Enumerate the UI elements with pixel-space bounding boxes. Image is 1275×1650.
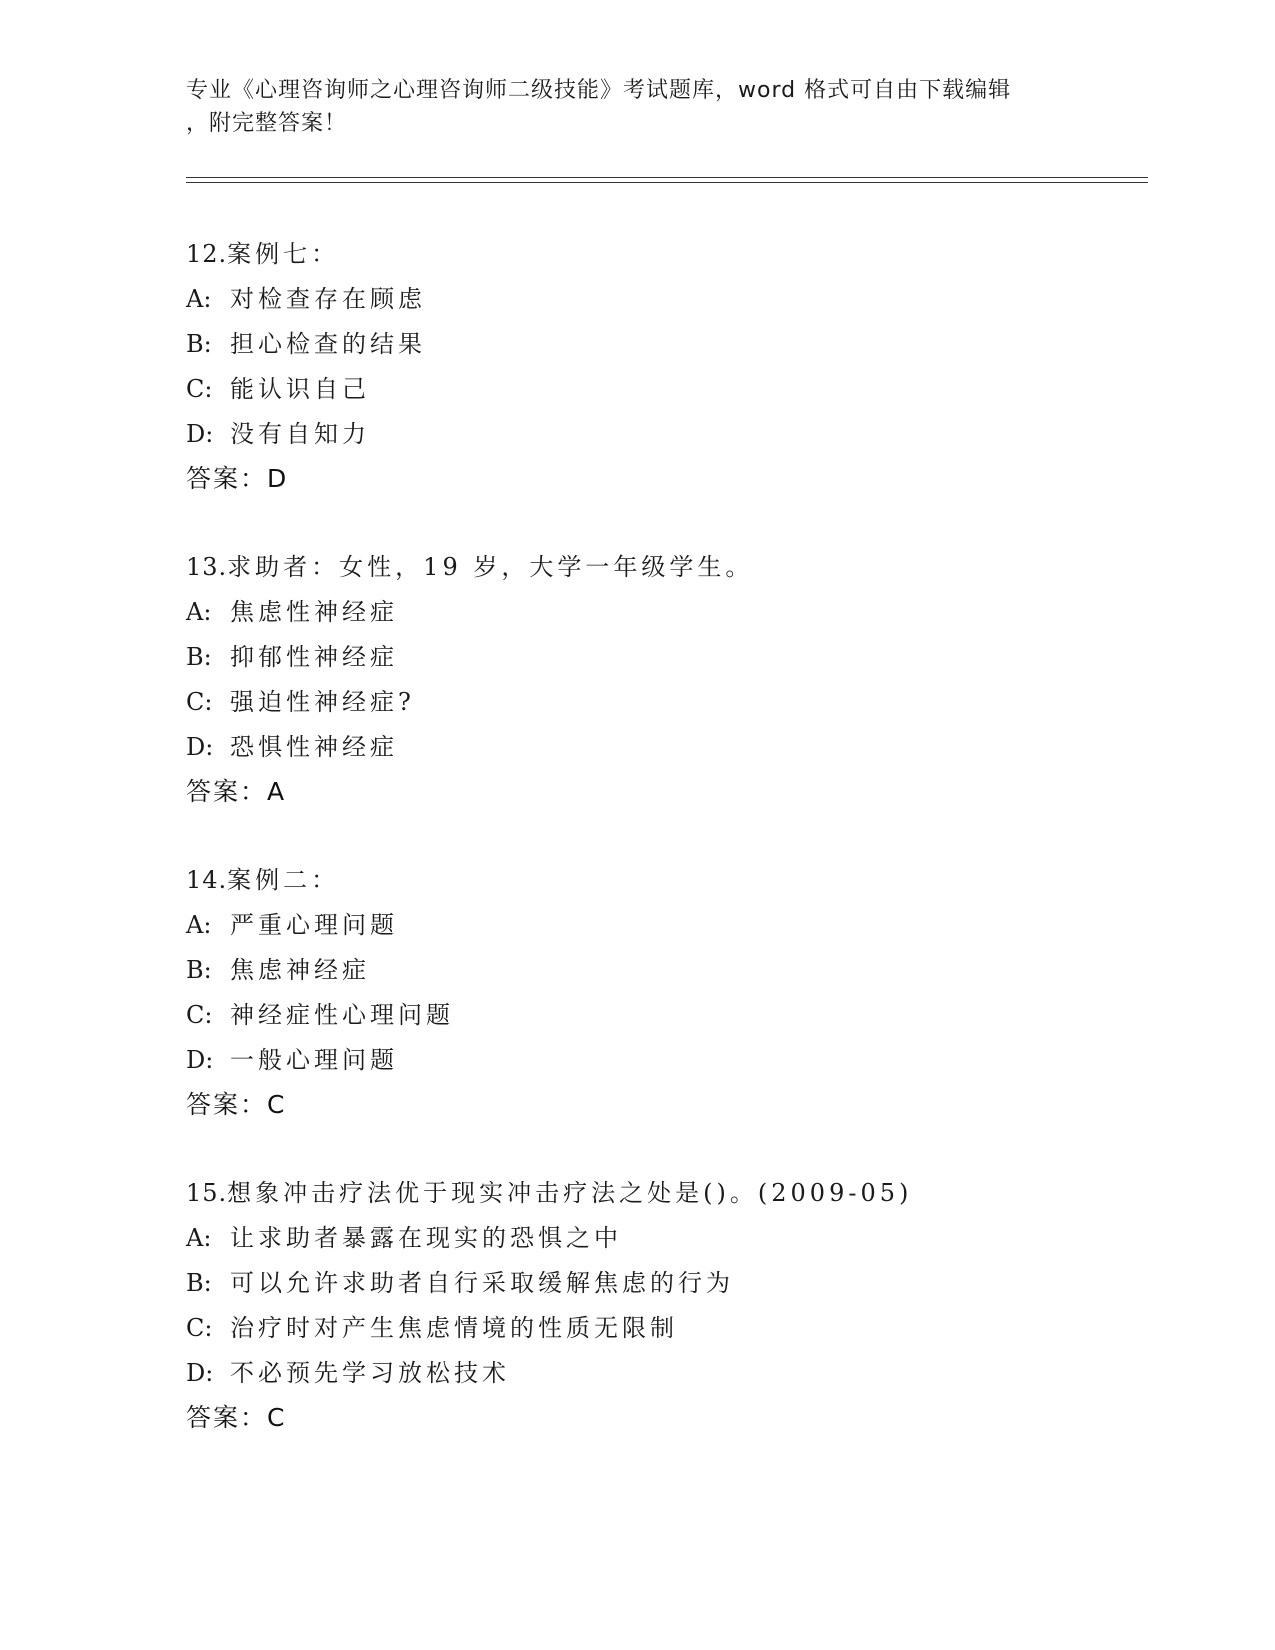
option-text: 没有自知力 <box>230 420 370 448</box>
question-number: 12. <box>186 240 228 268</box>
question-list <box>186 232 1146 1484</box>
option-text: 担心检查的结果 <box>230 330 426 358</box>
option-text: 焦虑性神经症 <box>230 598 398 626</box>
option-key: C: <box>186 1314 213 1342</box>
option-key: A: <box>186 1224 212 1252</box>
option-key: C: <box>186 1001 213 1029</box>
option-text: 抑郁性神经症 <box>230 643 398 671</box>
option-key: B: <box>186 330 212 358</box>
question-14 <box>186 858 1146 1127</box>
header-divider-top <box>186 177 1148 178</box>
answer-line: 答案：A <box>186 777 287 806</box>
option-text: 不必预先学习放松技术 <box>230 1359 510 1387</box>
option-text: 能认识自己 <box>230 375 370 403</box>
option-text: 让求助者暴露在现实的恐惧之中 <box>230 1224 622 1252</box>
header-divider-bottom <box>186 182 1148 183</box>
option-key: A: <box>186 598 212 626</box>
option-b <box>186 1261 1146 1306</box>
question-title <box>186 232 1146 277</box>
option-a <box>186 903 1146 948</box>
option-d <box>186 725 1146 770</box>
option-c <box>186 680 1146 725</box>
question-12 <box>186 232 1146 501</box>
option-a <box>186 590 1146 635</box>
document-header <box>186 74 1086 140</box>
header-line-1: 专业《心理咨询师之心理咨询师二级技能》考试题库，word 格式可自由下载编辑 <box>186 78 1012 103</box>
question-13 <box>186 545 1146 814</box>
option-c <box>186 993 1146 1038</box>
option-b <box>186 948 1146 993</box>
question-text: 求助者：女性，19 岁，大学一年级学生。 <box>227 553 754 581</box>
question-number: 15. <box>186 1179 228 1207</box>
option-text: 强迫性神经症? <box>230 688 415 716</box>
option-a <box>186 1216 1146 1261</box>
option-text: 恐惧性神经症 <box>230 733 398 761</box>
option-d <box>186 412 1146 457</box>
question-number: 14. <box>186 866 228 894</box>
option-text: 焦虑神经症 <box>230 956 370 984</box>
header-line-2: ，附完整答案！ <box>186 111 348 136</box>
option-c <box>186 367 1146 412</box>
answer-line: 答案：D <box>186 464 289 493</box>
option-key: D: <box>186 1359 214 1387</box>
option-key: C: <box>186 688 213 716</box>
option-key: B: <box>186 956 212 984</box>
option-d <box>186 1038 1146 1083</box>
option-text: 严重心理问题 <box>230 911 398 939</box>
question-text: 案例二： <box>227 866 340 894</box>
option-b <box>186 322 1146 367</box>
option-text: 对检查存在顾虑 <box>230 285 426 313</box>
option-text: 治疗时对产生焦虑情境的性质无限制 <box>230 1314 678 1342</box>
question-title <box>186 1171 1146 1216</box>
option-key: B: <box>186 1269 212 1297</box>
question-15 <box>186 1171 1146 1440</box>
option-text: 神经症性心理问题 <box>230 1001 454 1029</box>
option-key: C: <box>186 375 213 403</box>
option-a <box>186 277 1146 322</box>
question-text: 想象冲击疗法优于现实冲击疗法之处是()。(2009-05) <box>227 1179 913 1207</box>
option-key: D: <box>186 1046 214 1074</box>
question-title <box>186 858 1146 903</box>
answer-line: 答案：C <box>186 1090 287 1119</box>
answer-line: 答案：C <box>186 1403 287 1432</box>
option-text: 一般心理问题 <box>230 1046 398 1074</box>
option-key: D: <box>186 420 214 448</box>
question-text: 案例七： <box>227 240 340 268</box>
option-key: A: <box>186 285 212 313</box>
option-c <box>186 1306 1146 1351</box>
question-title <box>186 545 1146 590</box>
option-key: A: <box>186 911 212 939</box>
option-d <box>186 1351 1146 1396</box>
option-text: 可以允许求助者自行采取缓解焦虑的行为 <box>230 1269 734 1297</box>
option-b <box>186 635 1146 680</box>
option-key: B: <box>186 643 212 671</box>
question-number: 13. <box>186 553 228 581</box>
option-key: D: <box>186 733 214 761</box>
